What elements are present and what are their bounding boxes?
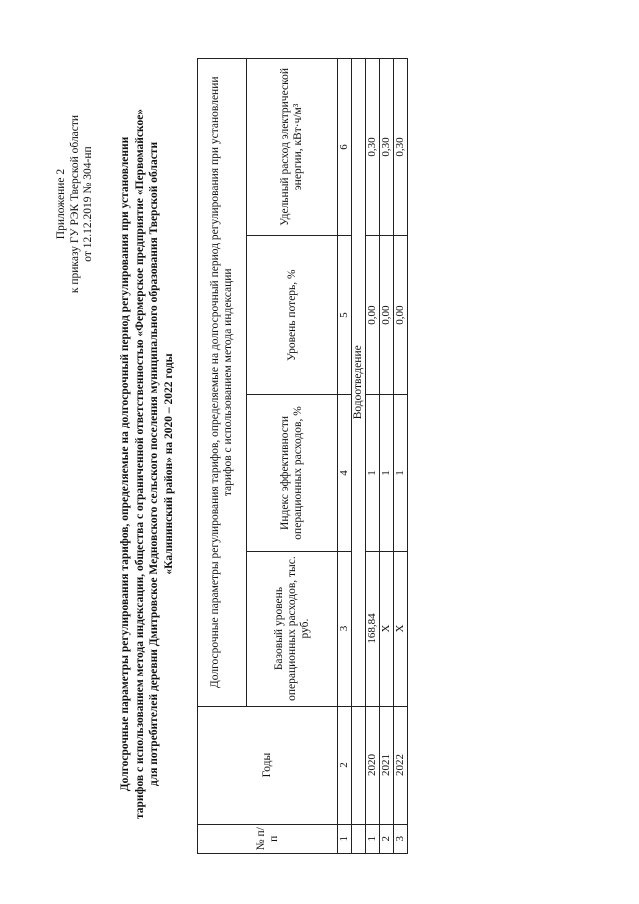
- cell-spec: 0,30: [394, 59, 408, 236]
- document-title: [118, 74, 176, 854]
- cell-base: 168,84: [366, 551, 380, 706]
- table-row: [380, 59, 394, 854]
- col-number: 3: [338, 551, 352, 706]
- col-number: 4: [338, 395, 352, 551]
- appendix-line: от 12.12.2019 № 304-нп: [82, 146, 94, 262]
- title-line: для потребителей деревни Дмитровское Медновского сельского поселения муниципального образования Тверской области: [148, 141, 160, 787]
- cell-no: 2: [380, 824, 394, 853]
- header-group: Долгосрочные параметры регулирования тарифов, определяемые на долгосрочный период регулирования при установлении тарифов с использованием метода индексации: [198, 59, 247, 707]
- cell-index: 1: [380, 395, 394, 551]
- col-number: 5: [338, 235, 352, 394]
- appendix-line: Приложение 2: [55, 168, 67, 240]
- header-no: № п/п: [198, 824, 338, 853]
- table-row: [366, 59, 380, 854]
- cell-base: Х: [380, 551, 394, 706]
- title-line: тарифов с использованием метода индексации, общества с ограниченной ответственностью «Фермерское предприятие «Первомайское»: [133, 108, 146, 820]
- table-row: [394, 59, 408, 854]
- col-number: 1: [338, 824, 352, 853]
- col-number: 2: [338, 706, 352, 824]
- header-loss-level: Уровень потерь, %: [247, 235, 338, 394]
- section-row: [352, 59, 366, 854]
- section-cell-empty: [352, 706, 366, 824]
- header-efficiency-index: Индекс эффективности операционных расходов, %: [247, 395, 338, 551]
- section-cell-empty: [352, 824, 366, 853]
- header-specific-consumption: Удельный расход электрической энергии, кВт·ч/м³: [247, 59, 338, 236]
- appendix-line: к приказу ГУ РЭК Тверской области: [68, 114, 81, 294]
- cell-year: 2020: [366, 706, 380, 824]
- title-line: Долгосрочные параметры регулирования тарифов, определяемые на долгосрочный период регулирования при установлении: [119, 136, 131, 792]
- appendix-block: [55, 89, 96, 319]
- cell-no: 1: [366, 824, 380, 853]
- col-number: 6: [338, 59, 352, 236]
- header-years: Годы: [198, 706, 338, 824]
- cell-base: Х: [394, 551, 408, 706]
- section-title: Водоотведение: [352, 59, 366, 707]
- cell-loss: 0,00: [394, 235, 408, 394]
- cell-index: 1: [394, 395, 408, 551]
- cell-loss: 0,00: [366, 235, 380, 394]
- title-line: «Калининский район» на 2020 – 2022 годы: [162, 353, 175, 575]
- cell-loss: 0,00: [380, 235, 394, 394]
- cell-year: 2021: [380, 706, 394, 824]
- cell-spec: 0,30: [380, 59, 394, 236]
- parameters-table: [197, 58, 408, 854]
- table-header-row: [198, 59, 247, 854]
- cell-spec: 0,30: [366, 59, 380, 236]
- header-base-level: Базовый уровень операционных расходов, тыс. руб.: [247, 551, 338, 706]
- cell-no: 3: [394, 824, 408, 853]
- cell-year: 2022: [394, 706, 408, 824]
- table-number-row: [338, 59, 352, 854]
- cell-index: 1: [366, 395, 380, 551]
